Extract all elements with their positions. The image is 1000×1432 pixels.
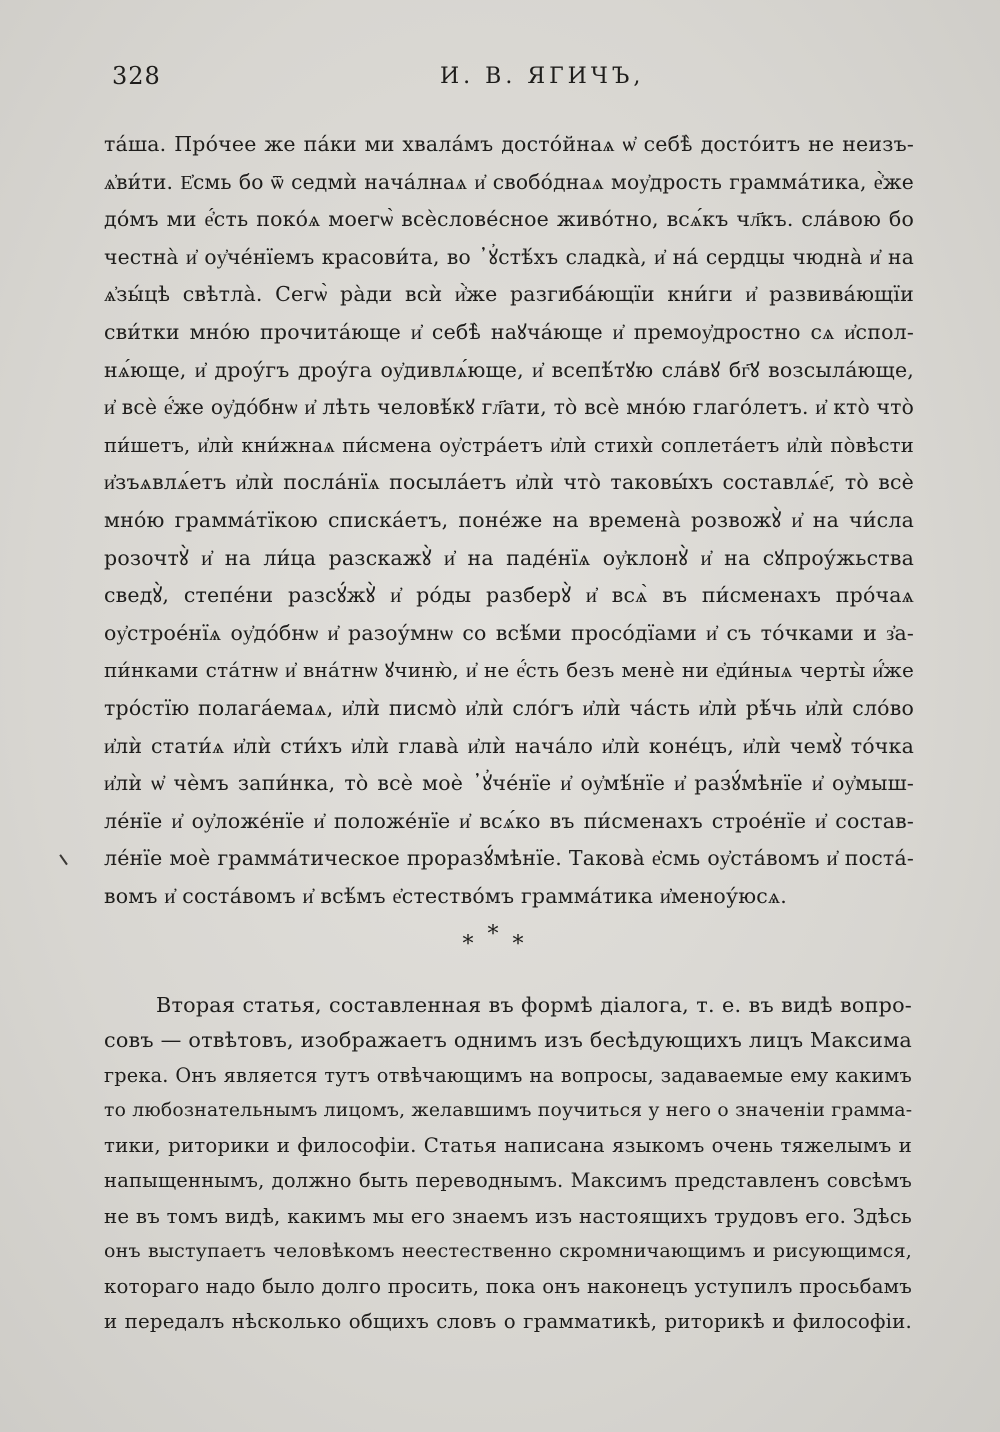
paragraph-line: онъ выступаетъ человѣкомъ неестественно скромничающимъ и рисующимся, bbox=[104, 1239, 912, 1262]
quote-line: ле́нїе и҆ оу҆ложе́нїе и҆ положе́нїе и҆ всѧ́ко въ пи́сменахъ строе́нїе и҆ состав- bbox=[104, 808, 914, 833]
section-separator bbox=[0, 922, 1000, 957]
essay-paragraph bbox=[104, 988, 912, 1339]
quote-line: пи́нками ста́тнѡ и҆ вна́тнѡ ꙋчиню̀, и҆ не е҆́сть безъ менѐ ни е҆ди́ныѧ черты̀ и҆́же bbox=[104, 658, 914, 683]
quote-line: та́ша. Про́чее же па́ки ми хвала́мъ досто́йнаѧ ѡ҆ себѣ̀ досто́итъ не неизъ- bbox=[104, 132, 914, 156]
quote-line: честна̀ и҆ оу҆че́нїемъ красови́та, во ᾿ꙋ҆стѣ́хъ сладка̀, и҆ на́ сердцы чюдна̀ и҆ на bbox=[104, 244, 914, 269]
quote-line: и҆зъѧвлѧ́етъ и҆лѝ посла́нїѧ посыла́етъ и҆лѝ что̀ таковы́хъ составлѧ́е҃, то̀ всѐ bbox=[104, 470, 914, 495]
quote-line: сви́тки мно́ю прочита́юще и҆ себѣ̀ наꙋча́юще и҆ премоу҆дростно сѧ и҆спол- bbox=[104, 319, 914, 344]
asterisk: * bbox=[512, 932, 538, 957]
quote-line: сведꙋ̀, степе́ни разсꙋ́жꙋ̀ и҆ ро́ды разберꙋ̀ и҆ всѧ̀ въ пи́сменахъ про́чаѧ bbox=[104, 583, 914, 608]
quote-line: ле́нїе моѐ грамма́тическое проразꙋ́мѣнїе. Такова̀ е҆смь оу҆ста́вомъ и҆ поста́- bbox=[104, 846, 914, 871]
asterisk: * bbox=[462, 932, 488, 957]
paragraph-line: котораго надо было долго просить, пока онъ наконецъ уступилъ просьбамъ bbox=[104, 1274, 912, 1298]
quote-line: оу҆строе́нїѧ оу҆до́бнѡ и҆ разоу́мнѡ со всѣ́ми просо́дїами и҆ съ то́чками и з҆а- bbox=[104, 620, 914, 645]
quote-line: ѧ҆зы́цѣ свѣтла̀. Сегѡ̀ ра̀ди всѝ и҆̀же разгиба́ющїи кни́ги и҆ развива́ющїи bbox=[104, 282, 914, 307]
quote-line: ѧ҆ви́ти. Е҆смь бо ѿ седмѝ нача́лнаѧ и҆ свобо́днаѧ моу҆дрость грамма́тика, е҆̀же bbox=[104, 169, 914, 194]
page-number: 328 bbox=[112, 62, 161, 90]
quote-line: и҆лѝ стати́ѧ и҆лѝ сти́хъ и҆лѝ глава̀ и҆лѝ нача́ло и҆лѝ коне́цъ, и҆лѝ чемꙋ̀ то́чка bbox=[104, 733, 914, 758]
asterisk: * bbox=[487, 922, 513, 947]
page-header bbox=[112, 62, 912, 102]
paragraph-line: напыщеннымъ, должно быть переводнымъ. Максимъ представленъ совсѣмъ bbox=[104, 1169, 912, 1193]
quote-line: мно́ю грамма́тїкою списка́етъ, поне́же на времена̀ розвожꙋ̀ и҆ на чи́сла bbox=[104, 507, 914, 532]
margin-pencil-mark bbox=[59, 851, 72, 865]
quote-line: до́мъ ми е҆́сть поко́ѧ моегѡ̀ всѐслове́сное живо́тно, всѧ́къ чл҃къ. сла́вою бо bbox=[104, 207, 914, 232]
quote-line: вомъ и҆ соста́вомъ и҆ всѣ́мъ е҆стество́мъ грамма́тика и҆меноу́юсѧ. bbox=[104, 883, 787, 908]
running-head: И. В. ЯГИЧЪ, bbox=[440, 64, 645, 89]
quote-line: и҆лѝ ѡ҆ чѐмъ запи́нка, то̀ всѐ моѐ ᾿ꙋ҆че́нїе и҆ оу҆мѣ́нїе и҆ разꙋ́мѣнїе и҆ оу҆мыш- bbox=[104, 771, 914, 796]
paragraph-line: то любознательнымъ лицомъ, желавшимъ поучиться у него о значеніи грамма- bbox=[104, 1100, 913, 1122]
quote-line: нѧ́юще, и҆ дроу́гъ дроу́га оу҆дивлѧ́юще, и҆ всепѣ́тꙋю сла́вꙋ бг҃ꙋ возсыла́юще, bbox=[104, 357, 914, 382]
quote-line: и҆ всѐ е҆́же оу҆до́бнѡ и҆ лѣть человѣ́кꙋ гл҃ати, то̀ всѐ мно́ю глаго́летъ. и҆ кто̀ что̀ bbox=[104, 395, 914, 420]
paragraph-line: Вторая статья, составленная въ формѣ діалога, т. е. въ видѣ вопро- bbox=[156, 993, 912, 1017]
paragraph-line: совъ — отвѣтовъ, изображаетъ однимъ изъ бесѣдующихъ лицъ Максима bbox=[104, 1028, 912, 1053]
quote-line: тро́стїю полага́емаѧ, и҆лѝ писмо̀ и҆лѝ сло́гъ и҆лѝ ча́сть и҆лѝ рѣ́чь и҆лѝ сло́во bbox=[104, 695, 914, 720]
quote-line: пи́шетъ, и҆лѝ кни́жнаѧ пи́смена оу҆стра́етъ и҆лѝ стихѝ соплета́етъ и҆лѝ по̀вѣсти bbox=[104, 433, 914, 457]
paragraph-line: и передалъ нѣсколько общихъ словъ о грамматикѣ, риторикѣ и философіи. bbox=[104, 1309, 912, 1333]
church-slavonic-quotation bbox=[104, 126, 914, 915]
paragraph-line: грека. Онъ является тутъ отвѣчающимъ на вопросы, задаваемые ему какимъ bbox=[104, 1064, 912, 1088]
paragraph-line: не въ томъ видѣ, какимъ мы его знаемъ изъ настоящихъ трудовъ его. Здѣсь bbox=[104, 1204, 912, 1228]
paragraph-line: тики, риторики и философіи. Статья написана языкомъ очень тяжелымъ и bbox=[104, 1134, 912, 1158]
quote-line: розочтꙋ̀ и҆ на ли́ца разскажꙋ̀ и҆ на паде́нїѧ оу҆клонꙋ̀ и҆ на сꙋпроу́жьства bbox=[104, 545, 914, 570]
